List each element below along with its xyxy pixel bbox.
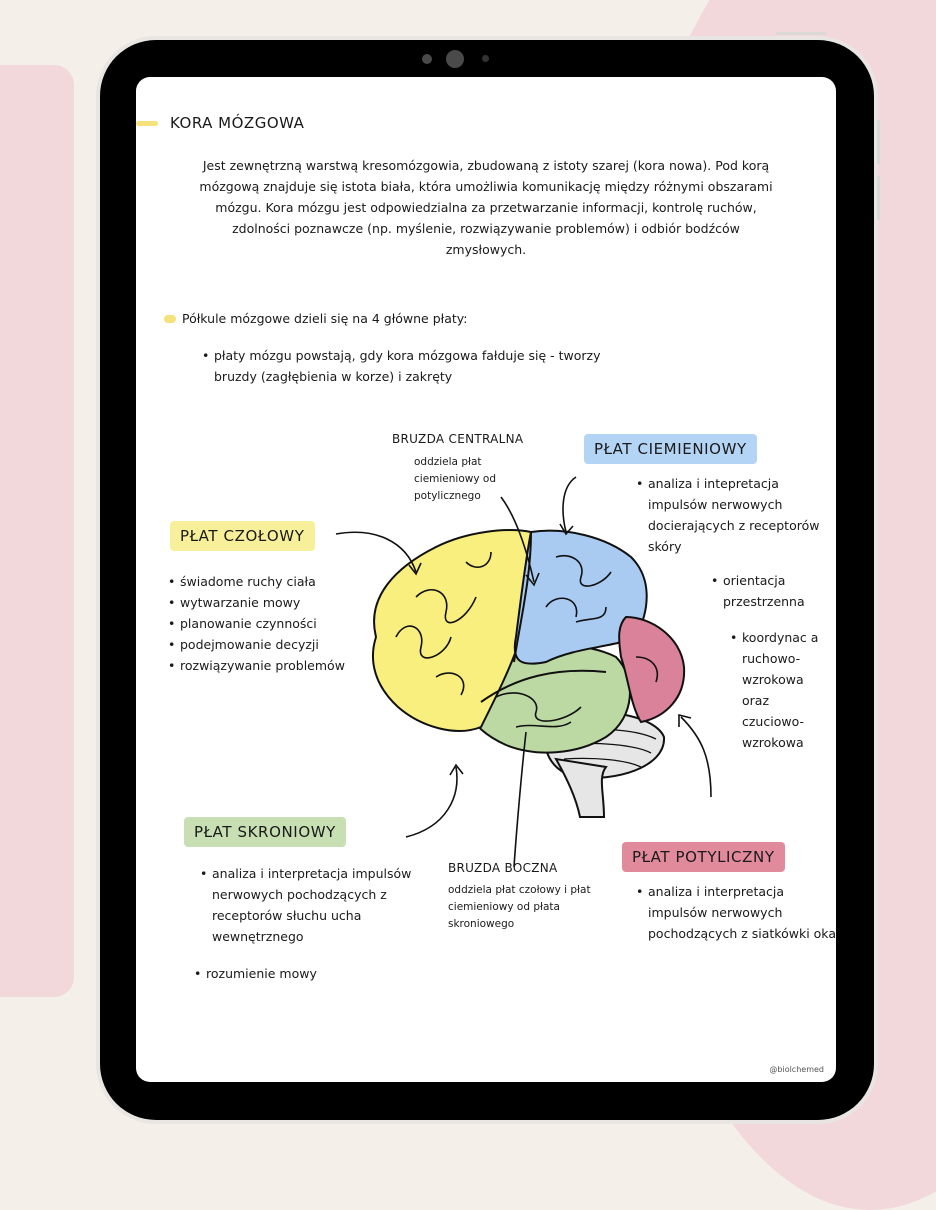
notes-page: [136, 77, 836, 1082]
parietal-item: • koordynac a ruchowo-wzrokowa oraz czuciowo-wzrokowa: [742, 627, 832, 753]
occipital-item: • analiza i interpretacja impulsów nerwowych pochodzących z siatkówki oka: [648, 881, 836, 944]
power-button: [877, 176, 880, 220]
fold-note: • płaty mózgu powstają, gdy kora mózgowa fałduje się - tworzy bruzdy (zagłębienia w korze) i zakręty: [214, 345, 644, 387]
occipital-lobe-tag: PŁAT POTYLICZNY: [622, 842, 785, 872]
temporal-list: [198, 863, 442, 947]
central-sulcus-title: BRUZDA CENTRALNA: [392, 432, 524, 446]
volume-button: [877, 120, 880, 164]
camera-icon: [446, 50, 464, 68]
lobes-intro: Półkule mózgowe dzieli się na 4 główne płaty:: [182, 311, 468, 326]
temporal-list-2: [192, 963, 406, 984]
watermark: @biolchemed: [769, 1065, 824, 1074]
tablet-frame: [100, 40, 874, 1120]
central-sulcus-desc: oddziela płat ciemieniowy od potylicznego: [414, 456, 496, 502]
parietal-item: • orientacja przestrzenna: [723, 570, 833, 612]
lateral-sulcus-desc: oddziela płat czołowy i płat ciemieniowy od płata skroniowego: [448, 884, 591, 930]
frontal-item: • świadome ruchy ciała: [180, 571, 390, 592]
page-title: KORA MÓZGOWA: [170, 114, 305, 132]
frontal-item: • wytwarzanie mowy: [180, 592, 390, 613]
background-panel: [0, 65, 74, 997]
temporal-item: • rozumienie mowy: [206, 963, 406, 984]
light-sensor-icon: [482, 55, 489, 62]
parietal-item: • analiza i intepretacja impulsów nerwowych docierających z receptorów skóry: [648, 473, 836, 557]
occipital-list: [634, 881, 836, 944]
brainstem: [556, 759, 606, 817]
frontal-item: • rozwiązywanie problemów: [180, 655, 390, 676]
frontal-item: • planowanie czynności: [180, 613, 390, 634]
temporal-item: • analiza i interpretacja impulsów nerwowych pochodzących z receptorów słuchu ucha wewnętrznego: [212, 863, 442, 947]
parietal-lobe-tag: PŁAT CIEMIENIOWY: [584, 434, 757, 464]
top-button: [776, 32, 826, 35]
temporal-lobe-tag: PŁAT SKRONIOWY: [184, 817, 346, 847]
sensor-icon: [422, 54, 432, 64]
frontal-lobe-tag: PŁAT CZOŁOWY: [170, 521, 315, 551]
lateral-sulcus-title: BRUZDA BOCZNA: [448, 861, 558, 875]
frontal-item: • podejmowanie decyzji: [180, 634, 390, 655]
intro-paragraph: Jest zewnętrzną warstwą kresomózgowia, zbudowaną z istoty szarej (kora nowa). Pod korą mózgową znajduje się istota biała, która umożliwia komunikację między różnymi obszarami mózgu. Kora mózgu jest odpowiedzialna za przetwarzanie informacji, kontrolę ruchów, zdolności poznawcze (np. myślenie, rozwiązywanie problemów) i odbiór bodźców zmysłowych.: [199, 158, 773, 257]
